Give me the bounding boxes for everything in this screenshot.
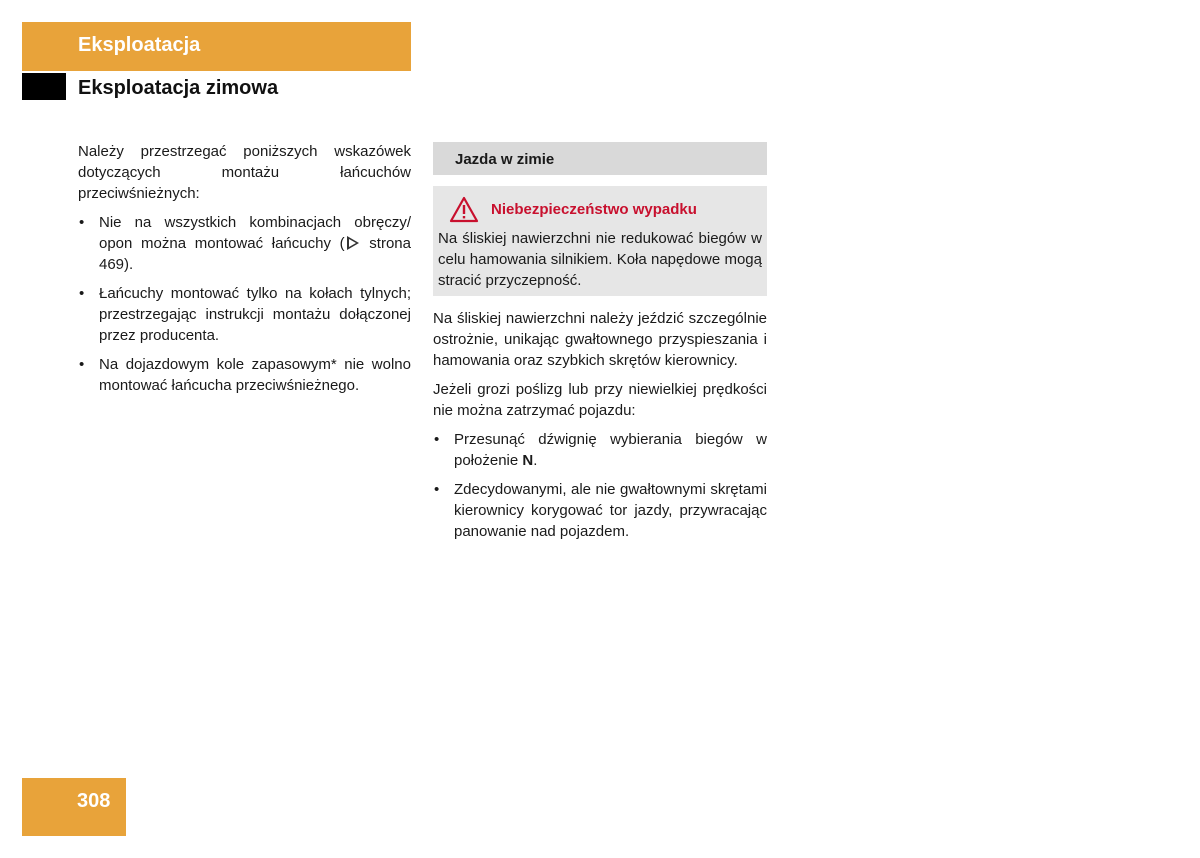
warning-text: Na śliskiej nawierzchni nie redukować biegów w celu hamowania silnikiem. Koła napędowe mogą stracić przyczepność. — [438, 230, 762, 289]
bullet-icon: • — [79, 214, 85, 231]
bullet-icon: • — [434, 431, 440, 448]
list-item-suffix: . — [533, 452, 538, 469]
warning-box — [433, 186, 767, 296]
section-heading-box — [433, 142, 767, 175]
list-item-text: Łańcuchy montować tylko na kołach tylnych; przestrzegając instrukcji montażu dołączonej przez producenta. — [99, 285, 411, 344]
section-title: Eksploatacja — [78, 34, 201, 56]
list-item — [433, 429, 767, 471]
skid-paragraph: Jeżeli grozi poślizg lub przy niewielkiej prędkości nie można zatrzymać pojazdu: — [433, 381, 767, 419]
page-number: 308 — [77, 790, 111, 812]
list-item — [78, 283, 411, 346]
section-header — [22, 22, 411, 71]
list-item — [78, 212, 411, 275]
intro-paragraph: Należy przestrzegać poniższych wskazówek dotyczących montażu łańcuchów przeciwśnieżnych: — [78, 143, 411, 202]
bullet-icon: • — [434, 481, 440, 498]
subsection-title: Eksploatacja zimowa — [78, 77, 279, 99]
list-item — [78, 354, 411, 396]
list-item-text: Nie na wszystkich kombinacjach obręczy/ opon można montować łańcuchy ( — [99, 214, 411, 252]
right-column — [433, 142, 767, 542]
page-reference: strona 469). — [99, 235, 411, 273]
chain-instructions-list — [78, 212, 411, 396]
bullet-icon: • — [79, 356, 85, 373]
list-item — [433, 479, 767, 542]
bullet-icon: • — [79, 285, 85, 302]
left-column — [78, 141, 411, 396]
page-number-tab — [22, 778, 126, 836]
skid-actions-list — [433, 429, 767, 542]
section-heading: Jazda w zimie — [455, 151, 555, 168]
warning-header — [438, 194, 762, 224]
list-item-text: Na dojazdowym kole zapasowym* nie wolno montować łańcucha przeciwśnieżnego. — [99, 356, 411, 394]
page-reference-arrow-icon — [347, 236, 359, 250]
gear-position: N — [522, 452, 534, 469]
warning-triangle-icon — [449, 196, 479, 223]
warning-title: Niebezpieczeństwo wypadku — [491, 200, 697, 218]
list-item-text: Zdecydowanymi, ale nie gwałtownymi skrętami kierownicy korygować tor jazdy, przywracając panowanie nad pojazdem. — [454, 481, 767, 540]
subsection-marker — [22, 73, 66, 100]
list-item-text: Przesunąć dźwignię wybierania biegów w położenie — [454, 431, 767, 469]
driving-paragraph: Na śliskiej nawierzchni należy jeździć szczególnie ostrożnie, unikając gwałtownego przyspieszania i hamowania oraz szybkich skrętów kierownicy. — [433, 310, 767, 369]
